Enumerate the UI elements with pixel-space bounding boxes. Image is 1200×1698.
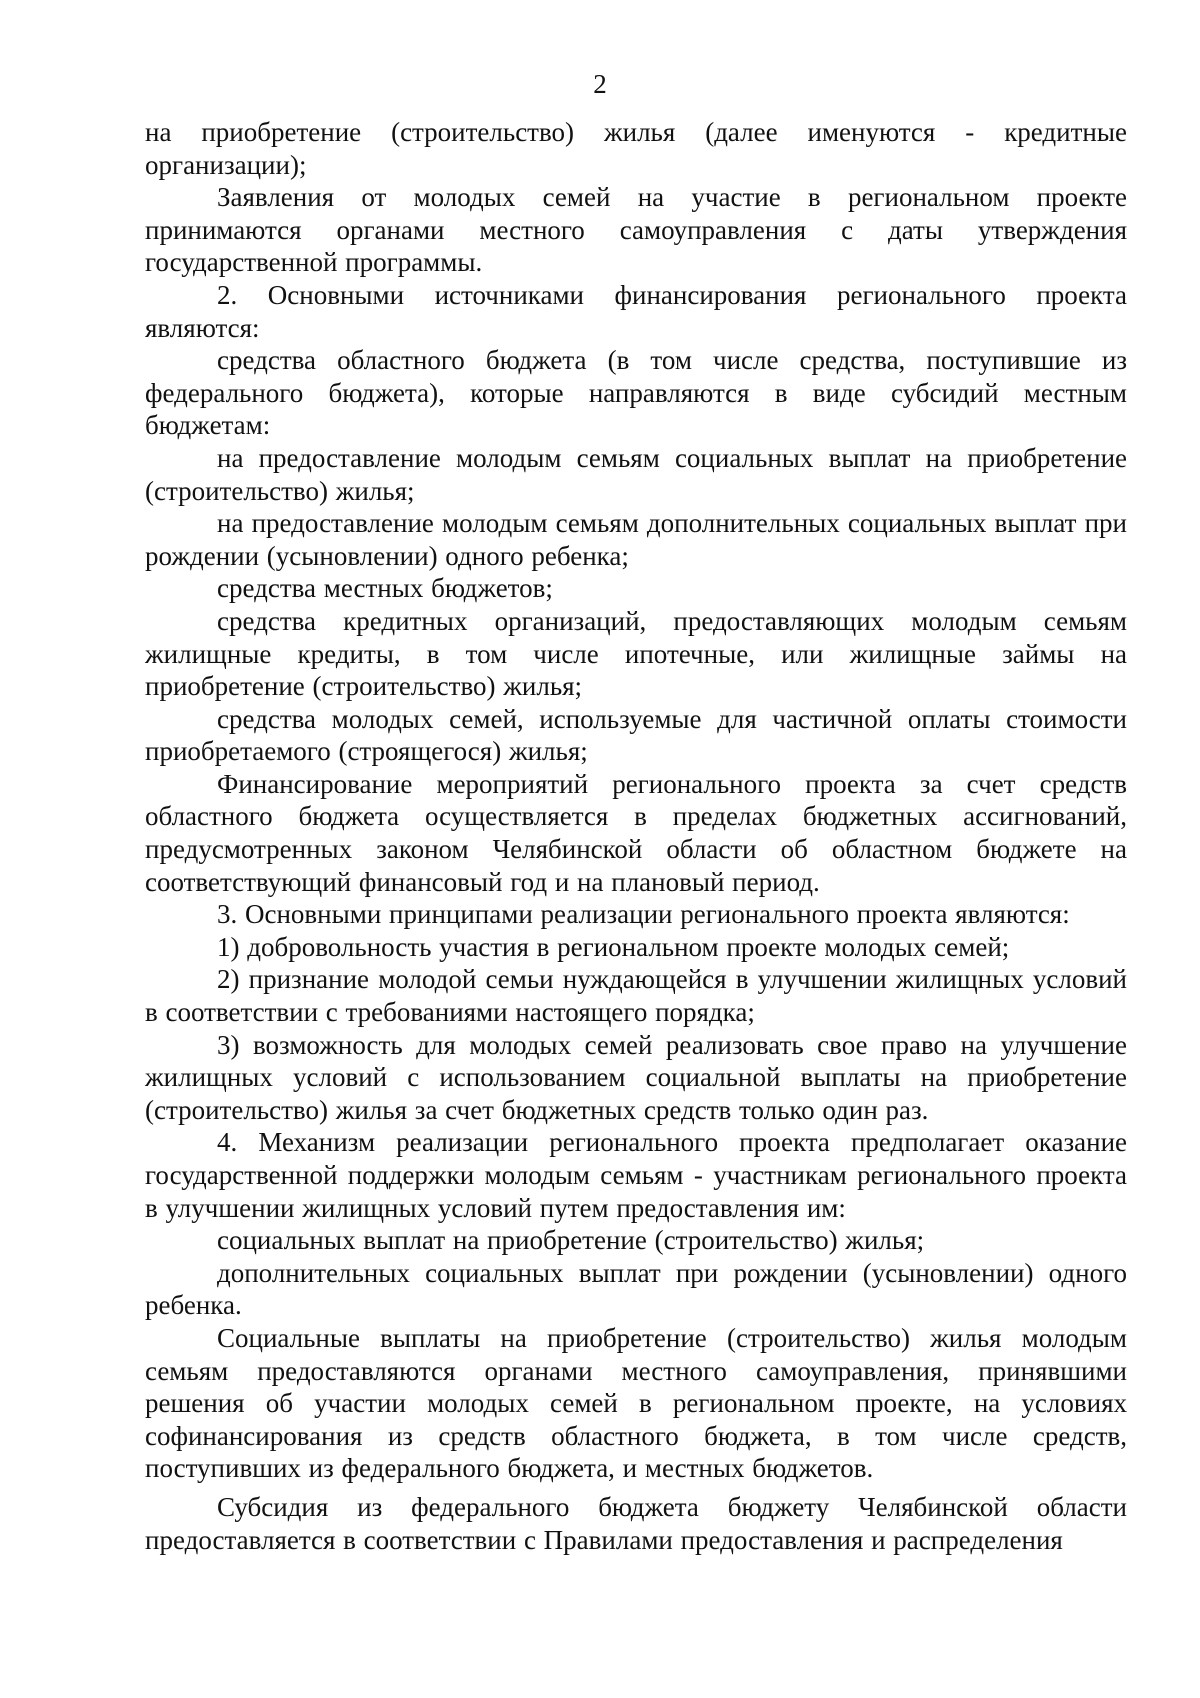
paragraph: средства областного бюджета (в том числе средства, поступившие из федерального бюджета), которые направляются в виде субсидий местным бюджетам: bbox=[145, 345, 1127, 441]
paragraph: 3. Основными принципами реализации регионального проекта являются: bbox=[217, 899, 1070, 930]
paragraph: 3) возможность для молодых семей реализовать свое право на улучшение жилищных условий с использованием социальной выплаты на приобретение (строительство) жилья за счет бюджетных средств только один раз. bbox=[145, 1029, 1127, 1125]
paragraph: Субсидия из федерального бюджета бюджету Челябинской области предоставляется в соответствии с Правилами предоставления и распределения bbox=[145, 1491, 1127, 1555]
paragraph: на предоставление молодым семьям дополнительных социальных выплат при рождении (усыновлении) одного ребенка; bbox=[145, 508, 1127, 571]
paragraph: на приобретение (строительство) жилья (далее именуются - кредитные организации); bbox=[145, 117, 1127, 180]
paragraph: 4. Механизм реализации регионального проекта предполагает оказание государственной поддержки молодым семьям - участникам регионального проекта в улучшении жилищных условий путем предоставления им: bbox=[145, 1127, 1127, 1223]
paragraph: средства молодых семей, используемые для частичной оплаты стоимости приобретаемого (строящегося) жилья; bbox=[145, 703, 1127, 767]
paragraph: Финансирование мероприятий регионального проекта за счет средств областного бюджета осуществляется в пределах бюджетных ассигнований, предусмотренных законом Челябинской области об областном бюджете на соответствующий финансовый год и на плановый период. bbox=[145, 768, 1127, 897]
page-number: 2 bbox=[593, 69, 607, 99]
body-text bbox=[145, 116, 1127, 1556]
paragraph: средства местных бюджетов; bbox=[217, 573, 553, 604]
paragraph: социальных выплат на приобретение (строительство) жилья; bbox=[217, 1225, 925, 1256]
paragraph: 2. Основными источниками финансирования регионального проекта являются: bbox=[145, 279, 1127, 343]
paragraph: дополнительных социальных выплат при рождении (усыновлении) одного ребенка. bbox=[145, 1257, 1127, 1321]
paragraph: 2) признание молодой семьи нуждающейся в улучшении жилищных условий в соответствии с требованиями настоящего порядка; bbox=[145, 964, 1127, 1028]
paragraph: на предоставление молодым семьям социальных выплат на приобретение (строительство) жилья; bbox=[145, 442, 1127, 506]
paragraph: Заявления от молодых семей на участие в региональном проекте принимаются органами местного самоуправления с даты утверждения государственной программы. bbox=[145, 182, 1127, 278]
paragraph: 1) добровольность участия в региональном проекте молодых семей; bbox=[217, 931, 1010, 962]
paragraph: средства кредитных организаций, предоставляющих молодым семьям жилищные кредиты, в том числе ипотечные, или жилищные займы на приобретение (строительство) жилья; bbox=[145, 605, 1127, 702]
paragraph: Социальные выплаты на приобретение (строительство) жилья молодым семьям предоставляются органами местного самоуправления, принявшими решения об участии молодых семей в региональном проекте, на условиях софинансирования из средств областного бюджета, в том числе средств, поступивших из федерального бюджета, и местных бюджетов. bbox=[145, 1322, 1127, 1484]
